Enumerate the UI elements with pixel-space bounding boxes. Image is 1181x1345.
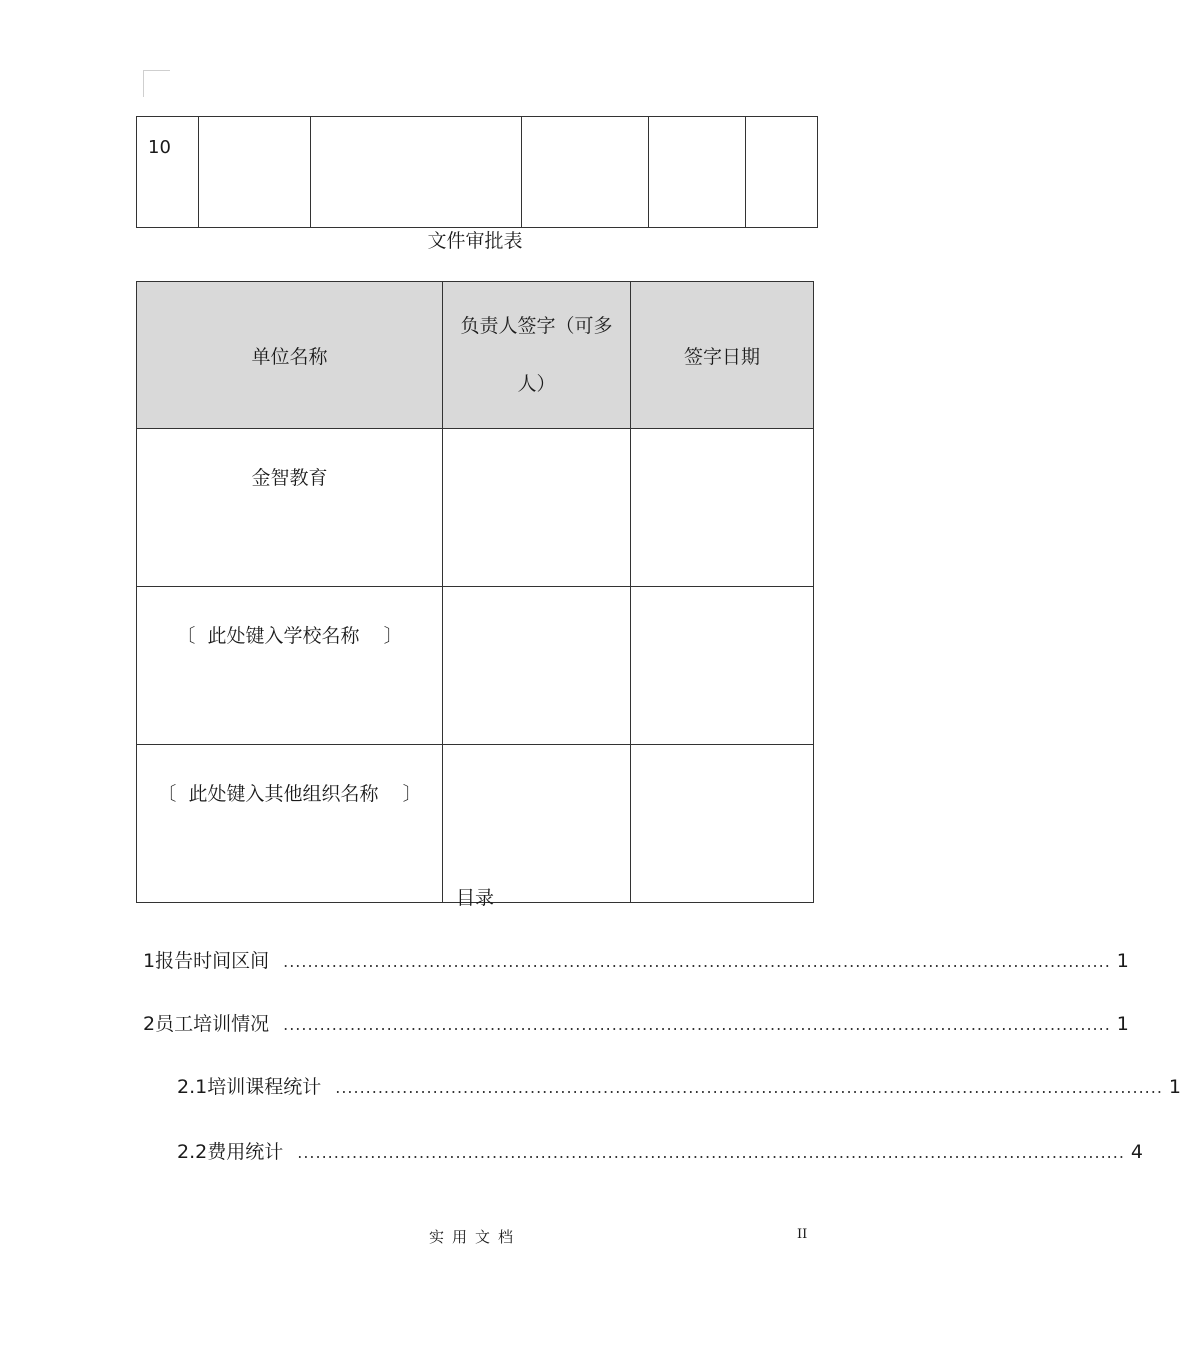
- toc-item-text: 培训课程统计: [207, 1076, 322, 1098]
- toc-item-number: 2.2: [177, 1141, 208, 1163]
- approval-table-caption: 文件审批表: [427, 230, 523, 252]
- table-cell: [198, 117, 311, 228]
- row-number: 10: [148, 137, 171, 158]
- unit-cell: [137, 587, 443, 745]
- toc-item-number: 1: [143, 950, 156, 972]
- toc-item-page: 1: [1116, 1013, 1129, 1035]
- toc-leader: ........................................................................................................................................: [283, 1015, 1111, 1034]
- header-signer-line1: 负责人签字（可多: [460, 315, 613, 337]
- unit-name: 〔 此处键入学校名称 〕: [176, 625, 403, 647]
- unit-cell: [137, 429, 443, 587]
- toc-leader: ........................................................................................................................................: [297, 1143, 1125, 1162]
- footer-label: 实用文档: [428, 1228, 521, 1246]
- header-signer-line2: 人）: [517, 373, 556, 395]
- unit-name: 金智教育: [251, 467, 328, 489]
- approval-row: [137, 745, 814, 903]
- approval-header-row: [137, 282, 814, 429]
- toc-leader: ........................................................................................................................................: [283, 952, 1111, 971]
- continued-table: [136, 116, 818, 228]
- toc-item[interactable]: [177, 1137, 1144, 1165]
- date-cell[interactable]: [631, 587, 814, 745]
- table-cell: [311, 117, 522, 228]
- toc-item-page: 1: [1116, 950, 1129, 972]
- toc-item-text: 员工培训情况: [155, 1013, 270, 1035]
- row-number-cell: [137, 117, 199, 228]
- header-date: 签字日期: [631, 282, 814, 429]
- corner-crop-mark: [143, 70, 170, 97]
- toc-item-text: 报告时间区间: [155, 950, 270, 972]
- header-unit: 单位名称: [137, 282, 443, 429]
- signature-cell[interactable]: [443, 745, 631, 903]
- toc-item-text: 费用统计: [207, 1141, 284, 1163]
- approval-row: [137, 587, 814, 745]
- toc-title: 目录: [455, 887, 494, 909]
- footer-page-number: II: [797, 1227, 808, 1242]
- approval-table: [136, 281, 814, 903]
- toc-item-number: 2.1: [177, 1076, 208, 1098]
- toc-leader: ........................................................................................................................................: [335, 1078, 1163, 1097]
- table-cell: [746, 117, 818, 228]
- signature-cell[interactable]: [443, 587, 631, 745]
- unit-cell: [137, 745, 443, 903]
- unit-name: 〔 此处键入其他组织名称 〕: [157, 783, 422, 805]
- toc-item-page: 1: [1168, 1076, 1181, 1098]
- toc-item-number: 2: [143, 1013, 156, 1035]
- table-cell: [522, 117, 649, 228]
- toc-item[interactable]: [143, 946, 1129, 974]
- header-signer: [443, 282, 631, 429]
- toc-item[interactable]: [143, 1009, 1129, 1037]
- toc-item-page: 4: [1130, 1141, 1144, 1163]
- table-row: [137, 117, 818, 228]
- date-cell[interactable]: [631, 429, 814, 587]
- toc-item[interactable]: [177, 1072, 1181, 1100]
- table-cell: [649, 117, 746, 228]
- approval-row: [137, 429, 814, 587]
- signature-cell[interactable]: [443, 429, 631, 587]
- date-cell[interactable]: [631, 745, 814, 903]
